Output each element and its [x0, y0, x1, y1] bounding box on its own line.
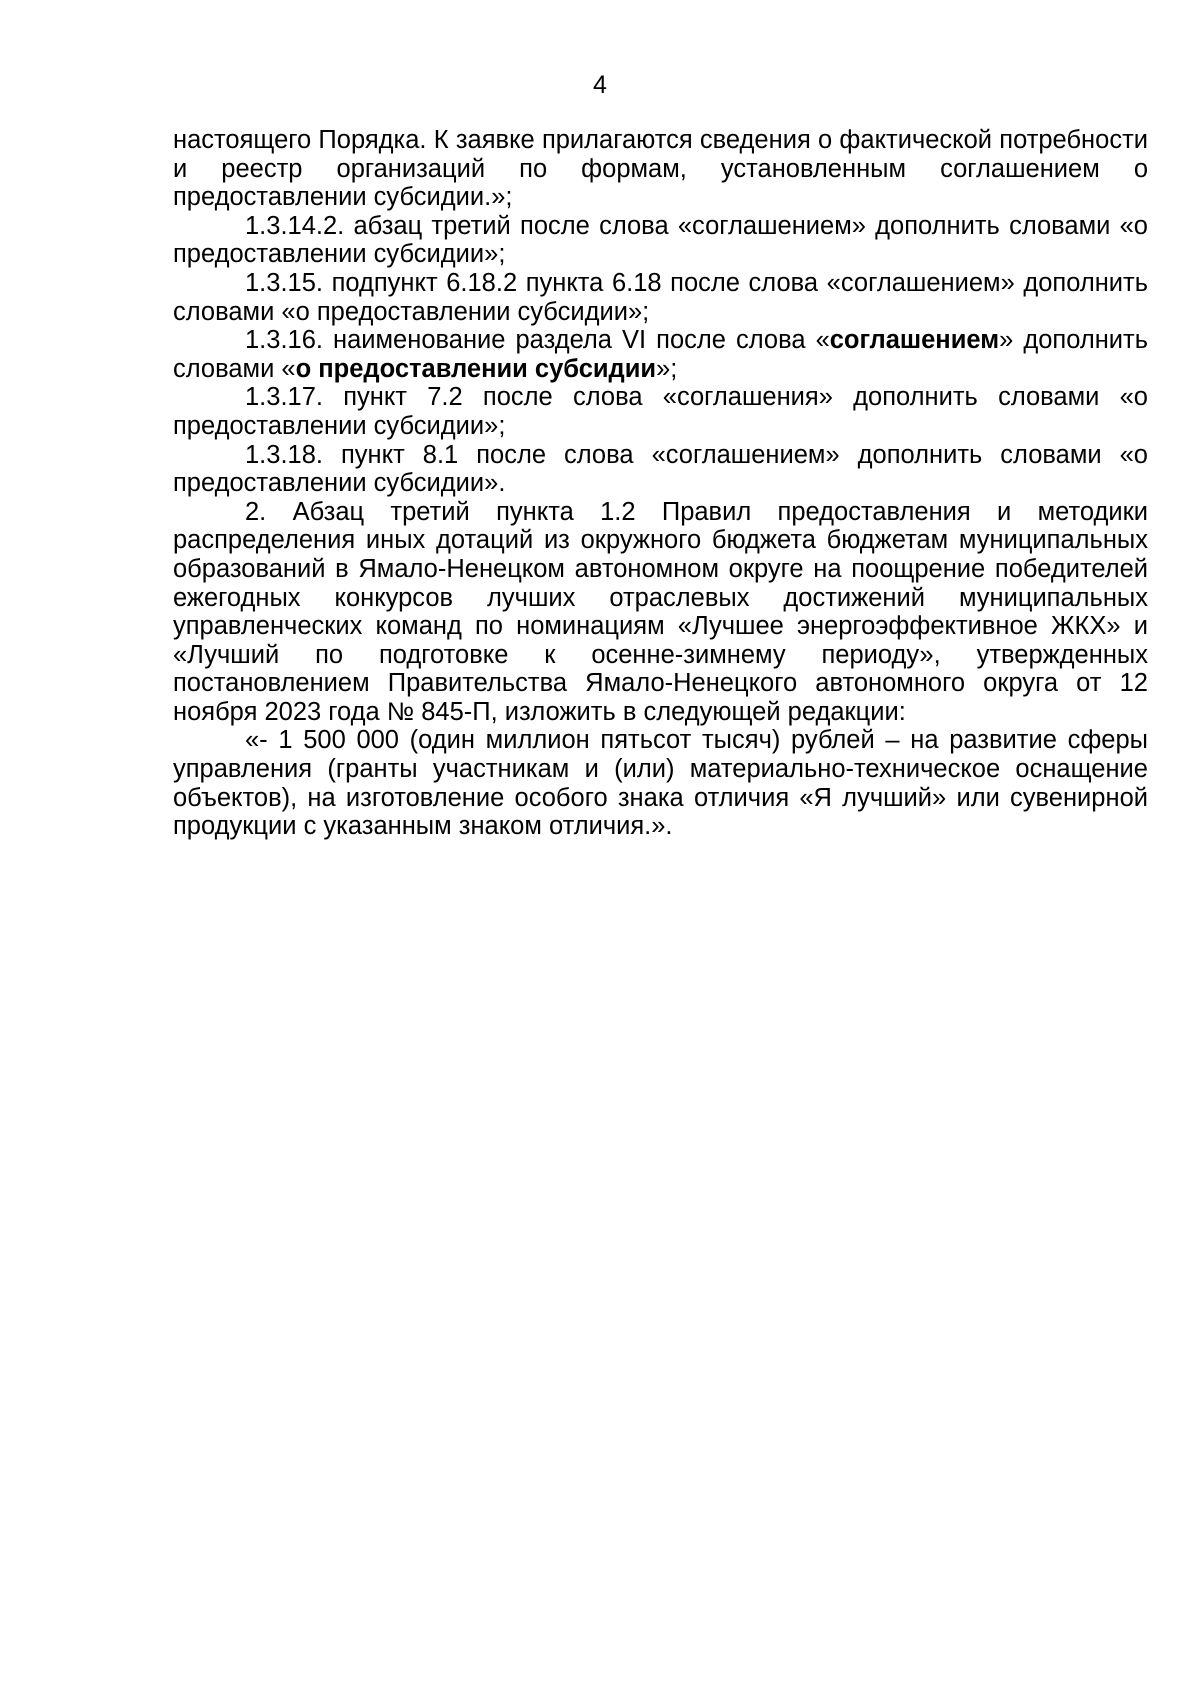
paragraph-continuation: настоящего Порядка. К заявке прилагаются сведения о фактической потребности и реестр организаций по формам, установленным соглашением о предоставлении субсидии.»; — [173, 126, 1148, 212]
paragraph-1-3-16-text-b: » дополнить словами « — [173, 326, 1148, 383]
document-body — [173, 126, 1148, 841]
page-number: 4 — [593, 71, 607, 99]
paragraph-1-3-16-bold-b: о предоставлении субсидии — [295, 354, 657, 383]
paragraph-1-3-16-text-a: 1.3.16. наименование раздела VI после слова « — [245, 326, 830, 355]
paragraph-quote: «- 1 500 000 (один миллион пятьсот тысяч) рублей – на развитие сферы управления (гранты участникам и (или) материально-техническое оснащение объектов), на изготовление особого знака отличия «Я лучший» или сувенирной продукции с указанным знаком отличия.». — [173, 726, 1148, 841]
paragraph-1-3-17: 1.3.17. пункт 7.2 после слова «соглашения» дополнить словами «о предоставлении субсидии»; — [173, 383, 1148, 440]
paragraph-1-3-16 — [173, 326, 1148, 383]
paragraph-1-3-18: 1.3.18. пункт 8.1 после слова «соглашением» дополнить словами «о предоставлении субсидии». — [173, 440, 1148, 498]
paragraph-1-3-16-bold-a: соглашением — [829, 326, 1000, 355]
paragraph-1-3-14-2: 1.3.14.2. абзац третий после слова «соглашением» дополнить словами «о предоставлении субсидии»; — [173, 211, 1148, 269]
paragraph-2: 2. Абзац третий пункта 1.2 Правил предоставления и методики распределения иных дотаций из окружного бюджета бюджетам муниципальных образований в Ямало-Ненецком автономном округе на поощрение победителей ежегодных конкурсов лучших отраслевых достижений муниципальных управленческих команд по номинациям «Лучшее энергоэффективное ЖКХ» и «Лучший по подготовке к осенне-зимнему периоду», утвержденных постановлением Правительства Ямало-Ненецкого автономного округа от 12 ноября 2023 года № 845-П, изложить в следующей редакции: — [173, 497, 1148, 726]
paragraph-1-3-16-text-c: »; — [656, 354, 678, 383]
paragraph-1-3-15: 1.3.15. подпункт 6.18.2 пункта 6.18 после слова «соглашением» дополнить словами «о предоставлении субсидии»; — [173, 268, 1148, 326]
